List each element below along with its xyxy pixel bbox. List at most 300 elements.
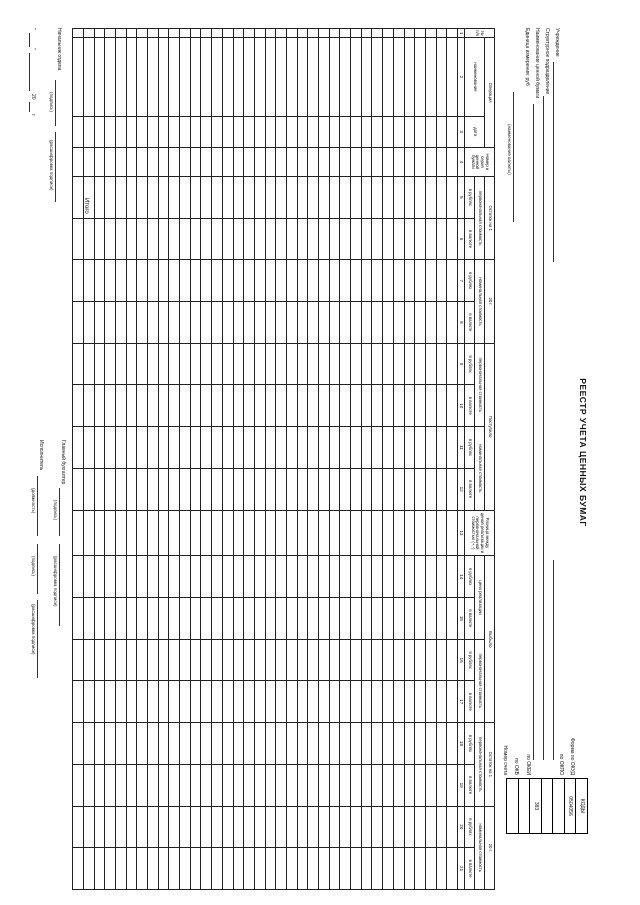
- table-cell[interactable]: [372, 723, 383, 765]
- table-cell[interactable]: [276, 681, 287, 723]
- table-cell[interactable]: [222, 260, 233, 302]
- table-cell[interactable]: [340, 302, 351, 344]
- table-cell[interactable]: [73, 556, 84, 598]
- table-cell[interactable]: [254, 848, 265, 890]
- table-cell[interactable]: [329, 147, 340, 176]
- table-cell[interactable]: [126, 176, 137, 218]
- table-cell[interactable]: [222, 848, 233, 890]
- table-cell[interactable]: [222, 218, 233, 260]
- table-cell[interactable]: [148, 302, 159, 344]
- table-cell[interactable]: [158, 147, 169, 176]
- table-cell[interactable]: [393, 848, 404, 890]
- table-cell[interactable]: [447, 427, 458, 469]
- table-cell[interactable]: [447, 764, 458, 806]
- table-cell[interactable]: [329, 510, 340, 556]
- table-cell[interactable]: [244, 29, 255, 38]
- table-cell[interactable]: [94, 38, 105, 116]
- table-cell[interactable]: [404, 260, 415, 302]
- table-cell[interactable]: [383, 806, 394, 848]
- table-cell[interactable]: [436, 723, 447, 765]
- table-cell[interactable]: [116, 38, 127, 116]
- table-cell[interactable]: [297, 598, 308, 640]
- table-cell[interactable]: [180, 598, 191, 640]
- table-cell[interactable]: [308, 147, 319, 176]
- table-cell[interactable]: [265, 116, 276, 147]
- table-cell[interactable]: [244, 510, 255, 556]
- table-cell[interactable]: [116, 723, 127, 765]
- table-cell[interactable]: [436, 116, 447, 147]
- table-cell[interactable]: [201, 218, 212, 260]
- table-cell[interactable]: [105, 385, 116, 427]
- table-cell[interactable]: [372, 218, 383, 260]
- table-cell[interactable]: [94, 598, 105, 640]
- table-cell[interactable]: [126, 218, 137, 260]
- table-cell[interactable]: [308, 427, 319, 469]
- table-cell[interactable]: [233, 116, 244, 147]
- table-cell[interactable]: [222, 427, 233, 469]
- table-cell[interactable]: [201, 468, 212, 510]
- table-cell[interactable]: [297, 385, 308, 427]
- table-cell[interactable]: [254, 38, 265, 116]
- table-cell[interactable]: [436, 598, 447, 640]
- table-cell[interactable]: [148, 385, 159, 427]
- table-cell[interactable]: [137, 427, 148, 469]
- table-cell[interactable]: [287, 806, 298, 848]
- table-cell[interactable]: [297, 468, 308, 510]
- table-cell[interactable]: [372, 427, 383, 469]
- table-cell[interactable]: [372, 29, 383, 38]
- table-cell[interactable]: [287, 176, 298, 218]
- table-cell[interactable]: [372, 260, 383, 302]
- table-cell[interactable]: [254, 764, 265, 806]
- table-cell[interactable]: [415, 764, 426, 806]
- table-cell[interactable]: [105, 848, 116, 890]
- table-cell[interactable]: [447, 343, 458, 385]
- table-cell[interactable]: [254, 29, 265, 38]
- table-cell[interactable]: [297, 302, 308, 344]
- table-cell[interactable]: [265, 510, 276, 556]
- table-cell[interactable]: [244, 468, 255, 510]
- table-cell[interactable]: [265, 260, 276, 302]
- table-cell[interactable]: [116, 598, 127, 640]
- table-cell[interactable]: [83, 38, 94, 116]
- table-cell[interactable]: [244, 639, 255, 681]
- table-cell[interactable]: [436, 218, 447, 260]
- table-cell[interactable]: [169, 848, 180, 890]
- table-cell[interactable]: [361, 764, 372, 806]
- table-cell[interactable]: [83, 848, 94, 890]
- table-cell[interactable]: [222, 147, 233, 176]
- table-cell[interactable]: [201, 639, 212, 681]
- table-cell[interactable]: [233, 806, 244, 848]
- table-cell[interactable]: [393, 116, 404, 147]
- table-cell[interactable]: [308, 343, 319, 385]
- table-cell[interactable]: [169, 38, 180, 116]
- table-cell[interactable]: [73, 468, 84, 510]
- table-cell[interactable]: [126, 29, 137, 38]
- table-cell[interactable]: [222, 764, 233, 806]
- table-cell[interactable]: [212, 427, 223, 469]
- table-cell[interactable]: [83, 556, 94, 598]
- table-cell[interactable]: [169, 510, 180, 556]
- table-cell[interactable]: [383, 681, 394, 723]
- table-cell[interactable]: [383, 598, 394, 640]
- table-cell[interactable]: [222, 681, 233, 723]
- table-cell[interactable]: [297, 260, 308, 302]
- table-cell[interactable]: [190, 598, 201, 640]
- table-cell[interactable]: [425, 848, 436, 890]
- table-cell[interactable]: [287, 427, 298, 469]
- table-cell[interactable]: [105, 556, 116, 598]
- table-cell[interactable]: [201, 556, 212, 598]
- table-cell[interactable]: [308, 723, 319, 765]
- table-cell[interactable]: [116, 427, 127, 469]
- table-cell[interactable]: [244, 427, 255, 469]
- table-cell[interactable]: [201, 848, 212, 890]
- table-cell[interactable]: [351, 427, 362, 469]
- table-cell[interactable]: [404, 302, 415, 344]
- table-cell[interactable]: [319, 468, 330, 510]
- date-day-line[interactable]: [29, 33, 30, 47]
- table-cell[interactable]: [180, 343, 191, 385]
- table-cell[interactable]: [276, 806, 287, 848]
- table-cell[interactable]: [404, 147, 415, 176]
- table-cell[interactable]: [158, 681, 169, 723]
- table-cell[interactable]: [254, 385, 265, 427]
- table-cell[interactable]: [105, 147, 116, 176]
- table-cell[interactable]: [393, 468, 404, 510]
- table-cell[interactable]: [265, 218, 276, 260]
- table-cell[interactable]: [158, 848, 169, 890]
- table-cell[interactable]: [404, 176, 415, 218]
- table-cell[interactable]: [158, 176, 169, 218]
- table-cell[interactable]: [329, 176, 340, 218]
- table-cell[interactable]: [340, 510, 351, 556]
- table-cell[interactable]: [233, 556, 244, 598]
- table-cell[interactable]: [415, 29, 426, 38]
- table-cell[interactable]: [158, 764, 169, 806]
- table-cell[interactable]: [276, 147, 287, 176]
- table-cell[interactable]: [265, 639, 276, 681]
- department-line[interactable]: [543, 96, 544, 760]
- table-cell[interactable]: [265, 385, 276, 427]
- table-cell[interactable]: [297, 848, 308, 890]
- table-cell[interactable]: [329, 723, 340, 765]
- table-cell[interactable]: [212, 598, 223, 640]
- table-cell[interactable]: [351, 385, 362, 427]
- table-cell[interactable]: [180, 848, 191, 890]
- table-cell[interactable]: [340, 556, 351, 598]
- table-cell[interactable]: [319, 556, 330, 598]
- table-cell[interactable]: [415, 302, 426, 344]
- table-cell[interactable]: [372, 468, 383, 510]
- table-cell[interactable]: [169, 260, 180, 302]
- table-cell[interactable]: [116, 468, 127, 510]
- table-cell[interactable]: [415, 723, 426, 765]
- table-cell[interactable]: [212, 116, 223, 147]
- table-cell[interactable]: [372, 176, 383, 218]
- table-cell[interactable]: [393, 723, 404, 765]
- table-cell[interactable]: [83, 302, 94, 344]
- table-cell[interactable]: [383, 116, 394, 147]
- table-cell[interactable]: [126, 639, 137, 681]
- table-cell[interactable]: [351, 218, 362, 260]
- table-cell[interactable]: [148, 764, 159, 806]
- table-cell[interactable]: [244, 38, 255, 116]
- table-cell[interactable]: [233, 38, 244, 116]
- table-cell[interactable]: [158, 556, 169, 598]
- table-cell[interactable]: [436, 260, 447, 302]
- table-cell[interactable]: [351, 806, 362, 848]
- table-cell[interactable]: [201, 598, 212, 640]
- table-cell[interactable]: [297, 176, 308, 218]
- table-cell[interactable]: [297, 723, 308, 765]
- table-cell[interactable]: [201, 385, 212, 427]
- table-cell[interactable]: [340, 218, 351, 260]
- table-cell[interactable]: [361, 806, 372, 848]
- table-cell[interactable]: [361, 510, 372, 556]
- table-cell[interactable]: [148, 468, 159, 510]
- table-cell[interactable]: [190, 639, 201, 681]
- table-cell[interactable]: [436, 343, 447, 385]
- table-cell[interactable]: [383, 302, 394, 344]
- table-cell[interactable]: [83, 598, 94, 640]
- table-cell[interactable]: [254, 681, 265, 723]
- table-cell[interactable]: [415, 38, 426, 116]
- table-cell[interactable]: [372, 343, 383, 385]
- table-cell[interactable]: [319, 218, 330, 260]
- table-cell[interactable]: [212, 848, 223, 890]
- table-cell[interactable]: [105, 218, 116, 260]
- table-cell[interactable]: [297, 556, 308, 598]
- table-cell[interactable]: [222, 38, 233, 116]
- table-cell[interactable]: [148, 510, 159, 556]
- table-cell[interactable]: [190, 218, 201, 260]
- table-cell[interactable]: [212, 639, 223, 681]
- table-cell[interactable]: [265, 468, 276, 510]
- table-cell[interactable]: [276, 176, 287, 218]
- table-cell[interactable]: [297, 116, 308, 147]
- table-cell[interactable]: [297, 29, 308, 38]
- table-cell[interactable]: [116, 385, 127, 427]
- table-cell[interactable]: [222, 510, 233, 556]
- table-cell[interactable]: [393, 176, 404, 218]
- table-cell[interactable]: [201, 510, 212, 556]
- table-cell[interactable]: [372, 764, 383, 806]
- table-cell[interactable]: [169, 764, 180, 806]
- table-cell[interactable]: [180, 38, 191, 116]
- table-cell[interactable]: [105, 764, 116, 806]
- table-cell[interactable]: [222, 598, 233, 640]
- table-cell[interactable]: [415, 343, 426, 385]
- table-cell[interactable]: [425, 510, 436, 556]
- table-cell[interactable]: [329, 598, 340, 640]
- table-cell[interactable]: [201, 427, 212, 469]
- table-cell[interactable]: [351, 848, 362, 890]
- table-cell[interactable]: [83, 427, 94, 469]
- table-cell[interactable]: [425, 427, 436, 469]
- table-cell[interactable]: [329, 302, 340, 344]
- table-cell[interactable]: [372, 598, 383, 640]
- table-cell[interactable]: [436, 764, 447, 806]
- table-cell[interactable]: [329, 764, 340, 806]
- table-cell[interactable]: [383, 260, 394, 302]
- table-cell[interactable]: [105, 116, 116, 147]
- table-cell[interactable]: [254, 723, 265, 765]
- table-cell[interactable]: [415, 385, 426, 427]
- table-cell[interactable]: [287, 510, 298, 556]
- table-cell[interactable]: [233, 598, 244, 640]
- table-cell[interactable]: [180, 176, 191, 218]
- table-cell[interactable]: [287, 681, 298, 723]
- table-cell[interactable]: [425, 385, 436, 427]
- table-cell[interactable]: [308, 510, 319, 556]
- chief-sign-line[interactable]: [59, 488, 60, 536]
- table-cell[interactable]: [404, 218, 415, 260]
- table-cell[interactable]: [276, 556, 287, 598]
- date-month-line[interactable]: [29, 53, 30, 91]
- table-cell[interactable]: [73, 176, 84, 218]
- table-cell[interactable]: [319, 260, 330, 302]
- table-cell[interactable]: [254, 343, 265, 385]
- table-cell[interactable]: [83, 343, 94, 385]
- table-cell[interactable]: [73, 806, 84, 848]
- table-cell[interactable]: [169, 598, 180, 640]
- table-cell[interactable]: [116, 218, 127, 260]
- table-cell[interactable]: [83, 806, 94, 848]
- table-cell[interactable]: [287, 848, 298, 890]
- table-cell[interactable]: [393, 556, 404, 598]
- table-cell[interactable]: [372, 848, 383, 890]
- table-cell[interactable]: [222, 468, 233, 510]
- table-cell[interactable]: [169, 806, 180, 848]
- table-cell[interactable]: [319, 38, 330, 116]
- table-cell[interactable]: [361, 218, 372, 260]
- table-cell[interactable]: [212, 510, 223, 556]
- table-cell[interactable]: [351, 343, 362, 385]
- table-cell[interactable]: [319, 848, 330, 890]
- table-cell[interactable]: [297, 218, 308, 260]
- table-cell[interactable]: [425, 302, 436, 344]
- table-cell[interactable]: [425, 116, 436, 147]
- table-cell[interactable]: [425, 147, 436, 176]
- table-cell[interactable]: [105, 468, 116, 510]
- table-cell[interactable]: [383, 556, 394, 598]
- table-cell[interactable]: [190, 385, 201, 427]
- table-cell[interactable]: [105, 806, 116, 848]
- table-cell[interactable]: [73, 510, 84, 556]
- table-cell[interactable]: [190, 723, 201, 765]
- table-cell[interactable]: [393, 764, 404, 806]
- table-cell[interactable]: [94, 147, 105, 176]
- table-cell[interactable]: [158, 38, 169, 116]
- table-cell[interactable]: [201, 723, 212, 765]
- table-cell[interactable]: [190, 176, 201, 218]
- table-cell[interactable]: [447, 848, 458, 890]
- table-cell[interactable]: [83, 639, 94, 681]
- table-cell[interactable]: [158, 218, 169, 260]
- table-cell[interactable]: [436, 176, 447, 218]
- table-cell[interactable]: [361, 38, 372, 116]
- table-cell[interactable]: [116, 848, 127, 890]
- table-cell[interactable]: [297, 38, 308, 116]
- table-cell[interactable]: [404, 723, 415, 765]
- table-cell[interactable]: [425, 639, 436, 681]
- table-cell[interactable]: [201, 29, 212, 38]
- table-cell[interactable]: [148, 598, 159, 640]
- table-cell[interactable]: [319, 598, 330, 640]
- table-cell[interactable]: [361, 848, 372, 890]
- table-cell[interactable]: [180, 302, 191, 344]
- table-cell[interactable]: [137, 556, 148, 598]
- exec-sign-line[interactable]: [37, 544, 38, 594]
- table-cell[interactable]: [212, 38, 223, 116]
- table-cell[interactable]: [372, 116, 383, 147]
- table-cell[interactable]: [137, 218, 148, 260]
- table-cell[interactable]: [361, 176, 372, 218]
- table-cell[interactable]: [148, 116, 159, 147]
- table-cell[interactable]: [415, 556, 426, 598]
- table-cell[interactable]: [233, 681, 244, 723]
- table-cell[interactable]: [276, 385, 287, 427]
- table-cell[interactable]: [425, 764, 436, 806]
- table-cell[interactable]: [340, 343, 351, 385]
- table-cell[interactable]: [415, 176, 426, 218]
- table-cell[interactable]: [94, 343, 105, 385]
- table-cell[interactable]: [319, 116, 330, 147]
- table-cell[interactable]: [425, 806, 436, 848]
- date-year-line[interactable]: [29, 102, 30, 112]
- table-cell[interactable]: [126, 38, 137, 116]
- table-cell[interactable]: [137, 38, 148, 116]
- table-cell[interactable]: [297, 510, 308, 556]
- table-cell[interactable]: [222, 639, 233, 681]
- table-cell[interactable]: [190, 681, 201, 723]
- table-cell[interactable]: [276, 764, 287, 806]
- table-cell[interactable]: [244, 848, 255, 890]
- table-cell[interactable]: [361, 343, 372, 385]
- table-cell[interactable]: [329, 681, 340, 723]
- table-cell[interactable]: [233, 29, 244, 38]
- table-cell[interactable]: [126, 681, 137, 723]
- table-cell[interactable]: [372, 302, 383, 344]
- table-cell[interactable]: [361, 723, 372, 765]
- table-cell[interactable]: [190, 556, 201, 598]
- table-cell[interactable]: [447, 302, 458, 344]
- table-cell[interactable]: [265, 427, 276, 469]
- table-cell[interactable]: [447, 147, 458, 176]
- table-cell[interactable]: [137, 848, 148, 890]
- table-cell[interactable]: [105, 38, 116, 116]
- table-cell[interactable]: [447, 385, 458, 427]
- table-cell[interactable]: [340, 806, 351, 848]
- table-cell[interactable]: [190, 260, 201, 302]
- table-cell[interactable]: [169, 116, 180, 147]
- table-cell[interactable]: [425, 468, 436, 510]
- table-cell[interactable]: [116, 147, 127, 176]
- table-cell[interactable]: [94, 681, 105, 723]
- table-cell[interactable]: [222, 116, 233, 147]
- table-cell[interactable]: [148, 29, 159, 38]
- table-cell[interactable]: [308, 598, 319, 640]
- table-cell[interactable]: [105, 176, 116, 218]
- table-cell[interactable]: [415, 639, 426, 681]
- table-cell[interactable]: [287, 343, 298, 385]
- table-cell[interactable]: [222, 556, 233, 598]
- table-cell[interactable]: [190, 510, 201, 556]
- table-cell[interactable]: [308, 38, 319, 116]
- table-cell[interactable]: [436, 302, 447, 344]
